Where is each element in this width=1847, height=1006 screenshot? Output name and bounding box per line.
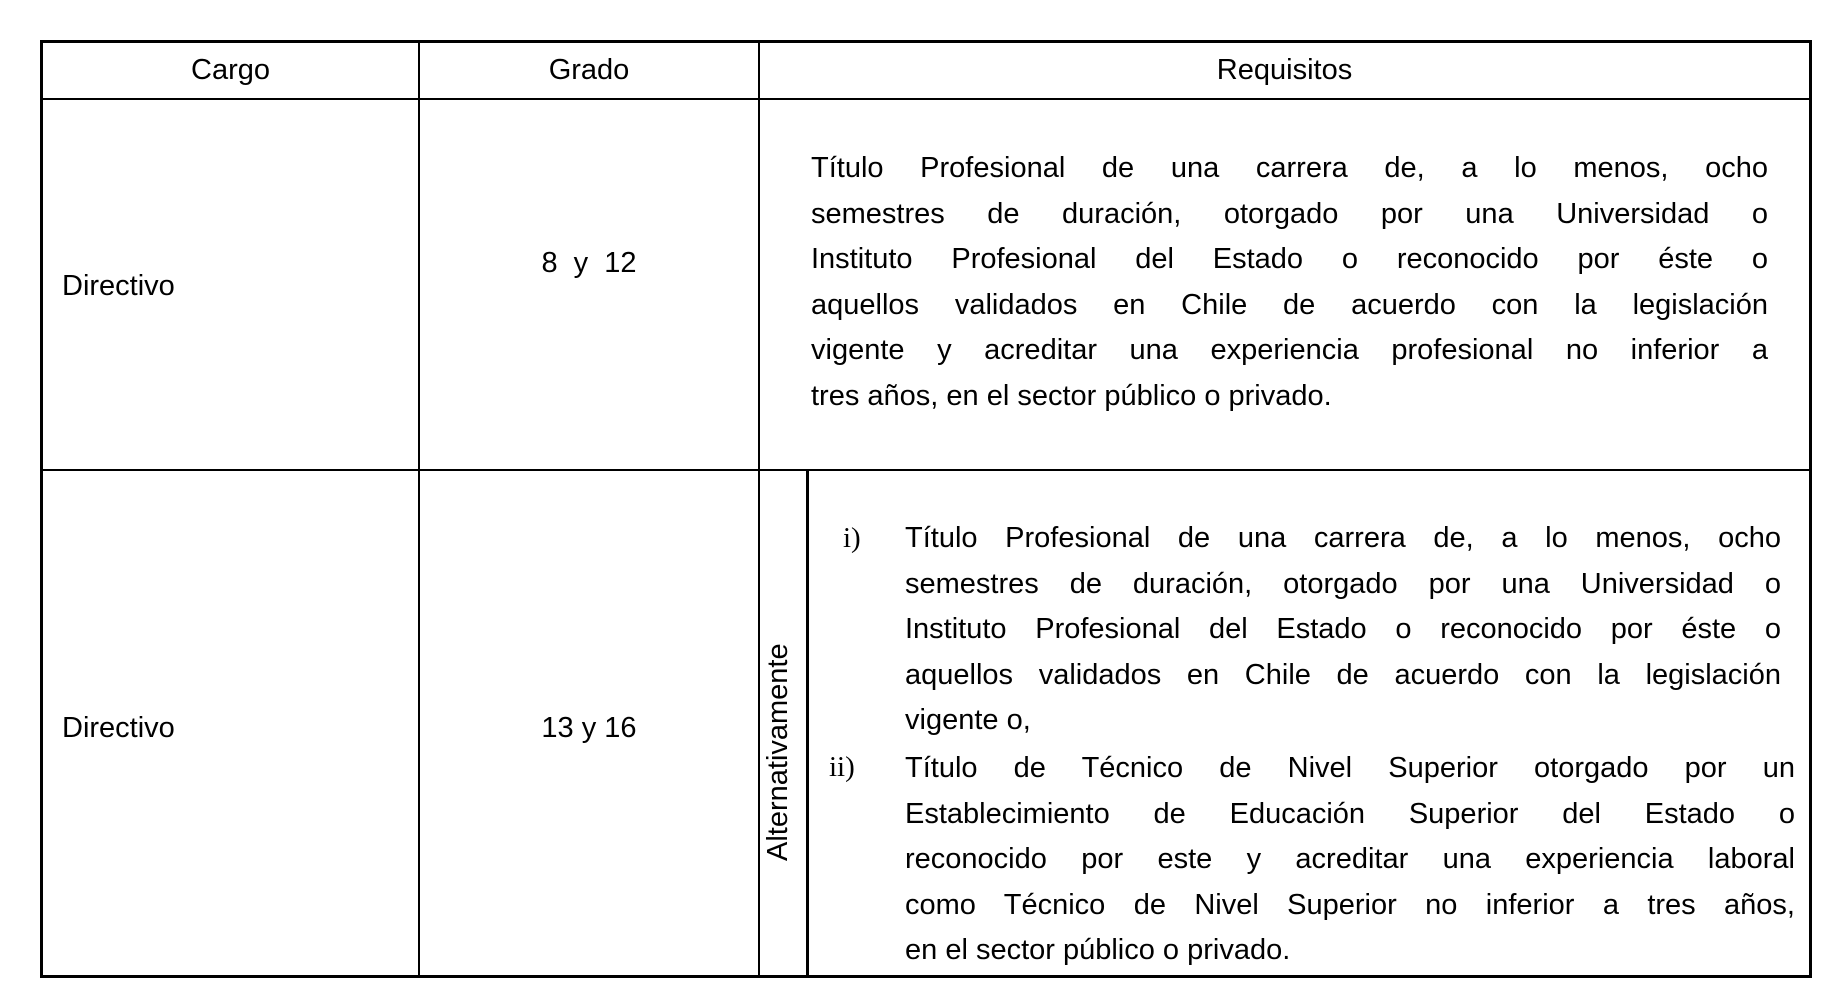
row1-requisitos xyxy=(811,146,1768,419)
row2-cargo: Directivo xyxy=(62,712,175,744)
alternativamente-label: Alternativamente xyxy=(762,643,794,861)
row2-item-i xyxy=(905,516,1781,744)
header-requisitos: Requisitos xyxy=(1216,54,1353,86)
row2-item-i-line: aquellos validados en Chile de acuerdo con la legislación xyxy=(905,658,1781,691)
row2-item-ii-line: en el sector público o privado. xyxy=(905,934,1291,966)
row1-grado: 8 y 12 xyxy=(541,247,637,279)
row1-req-line: tres años, en el sector público o privado. xyxy=(811,379,1332,412)
row2-item-i-line: semestres de duración, otorgado por una Universidad o xyxy=(905,567,1781,600)
row1-req-line: semestres de duración, otorgado por una Universidad o xyxy=(811,197,1768,230)
requirements-table xyxy=(40,40,1812,978)
column-divider-grado-requisitos xyxy=(758,43,760,975)
row2-grado: 13 y 16 xyxy=(541,712,637,744)
header-cargo: Cargo xyxy=(191,54,270,86)
row-divider xyxy=(43,469,1809,471)
item-marker-ii: ii) xyxy=(829,751,855,783)
row1-req-line: vigente y acreditar una experiencia profesional no inferior a xyxy=(811,334,1768,366)
row2-item-ii xyxy=(905,746,1795,974)
row1-req-line: aquellos validados en Chile de acuerdo con la legislación xyxy=(811,288,1768,321)
row2-item-ii-line: Título de Técnico de Nivel Superior otorgado por un xyxy=(905,752,1795,784)
column-divider-cargo-grado xyxy=(418,43,420,975)
row1-cargo: Directivo xyxy=(62,270,175,302)
row2-item-i-line: Título Profesional de una carrera de, a lo menos, ocho xyxy=(905,522,1781,554)
row1-req-line: Instituto Profesional del Estado o reconocido por éste o xyxy=(811,243,1768,275)
row1-req-line: Título Profesional de una carrera de, a lo menos, ocho xyxy=(811,152,1768,184)
header-divider xyxy=(43,98,1809,100)
item-marker-i: i) xyxy=(843,522,861,554)
row2-item-ii-line: reconocido por este y acreditar una experiencia laboral xyxy=(905,843,1795,875)
header-grado: Grado xyxy=(548,54,630,86)
side-label-divider xyxy=(806,471,809,975)
row2-item-ii-line: Establecimiento de Educación Superior del Estado o xyxy=(905,797,1795,830)
row2-item-i-line: vigente o, xyxy=(905,704,1031,736)
row2-item-ii-line: como Técnico de Nivel Superior no inferior a tres años, xyxy=(905,888,1795,921)
row2-item-i-line: Instituto Profesional del Estado o reconocido por éste o xyxy=(905,613,1781,645)
